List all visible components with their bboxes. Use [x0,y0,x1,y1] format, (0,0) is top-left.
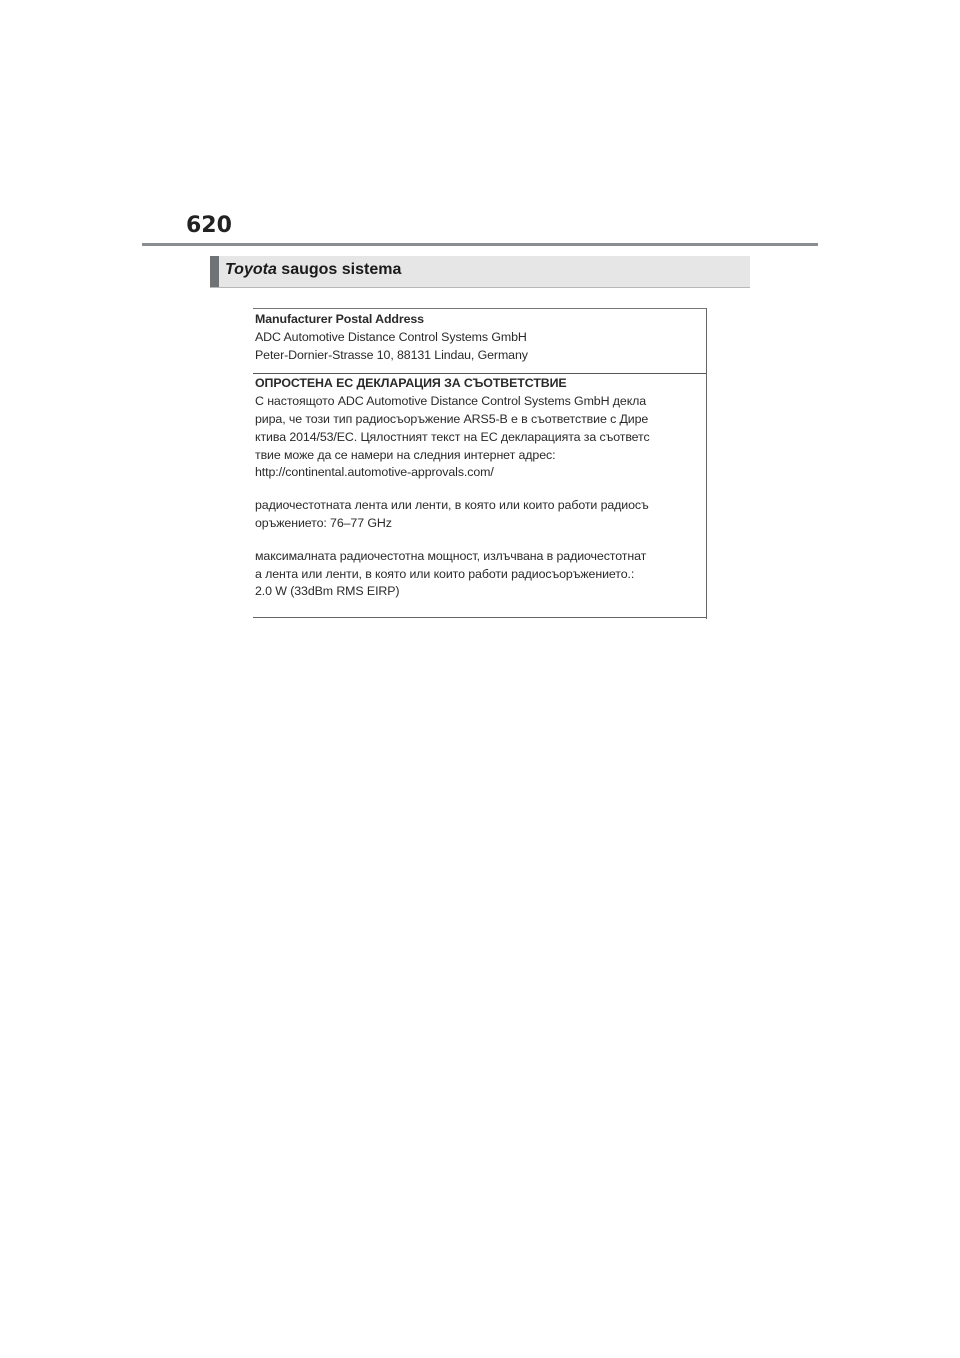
header-rule [142,243,818,246]
section-title-text: saugos sistema [276,261,402,278]
declaration-heading: ОПРОСТЕНА ЕС ДЕКЛАРАЦИЯ ЗА СЪОТВЕТСТВИЕ [255,376,567,390]
max-power-line: максималната радиочестотна мощност, излъчвана в радиочестотнат [255,549,647,563]
page-number: 620 [186,213,232,238]
frequency-band-line: радиочестотната лента или ленти, в която или които работи радиосъ [255,498,649,512]
manufacturer-line: ADC Automotive Distance Control Systems GmbH [255,330,527,344]
manufacturer-line: Peter-Dornier-Strasse 10, 88131 Lindau, Germany [255,348,528,362]
section-title-brand: Toyota [225,261,277,278]
declaration-document [253,308,707,619]
declaration-line: С настоящото ADC Automotive Distance Control Systems GmbH декла [255,394,647,408]
max-power-line: 2.0 W (33dBm RMS EIRP) [255,584,400,598]
manufacturer-heading: Manufacturer Postal Address [255,312,424,326]
declaration-url: http://continental.automotive-approvals.com/ [255,465,494,479]
frequency-band-line: оръжението: 76–77 GHz [255,516,392,530]
document-bottom-rule [253,617,706,618]
section-accent [210,256,219,287]
section-title [225,261,401,279]
max-power-line: а лента или ленти, в която или които работи радиосъоръжението.: [255,567,635,581]
declaration-line: ктива 2014/53/ЕС. Цялостният текст на ЕС декларацията за съответс [255,430,650,444]
declaration-line: твие може да се намери на следния интернет адрес: [255,448,556,462]
document-divider [253,373,706,374]
section-header [210,256,750,288]
declaration-line: рира, че този тип радиосъоръжение ARS5-B е в съответствие с Дире [255,412,649,426]
document-top-rule [253,308,706,309]
